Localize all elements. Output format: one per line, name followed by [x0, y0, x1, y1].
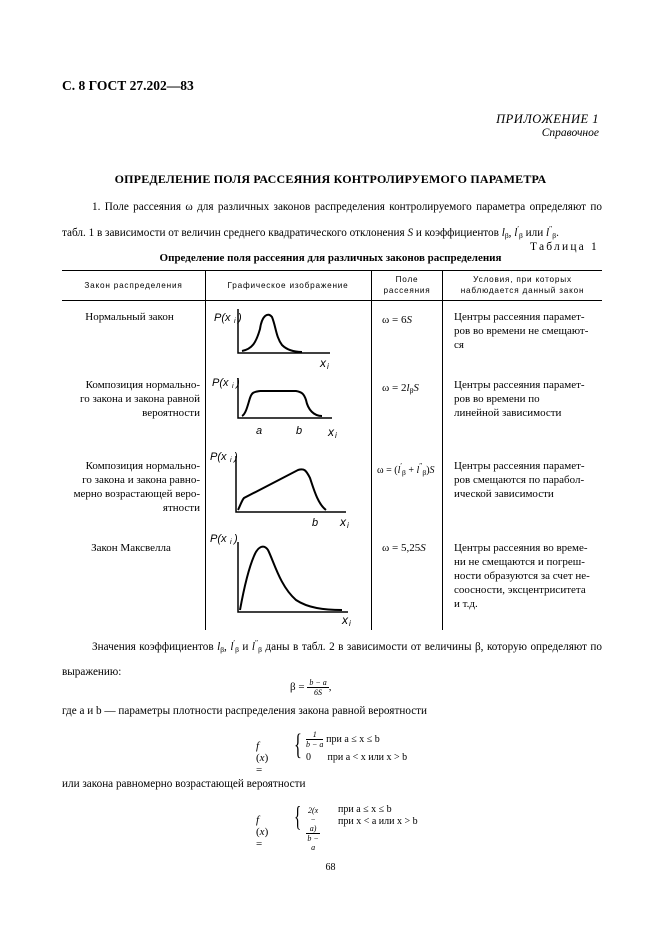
graph-maxwell — [208, 530, 370, 630]
b-label: b — [296, 425, 303, 437]
svg-text:): ) — [234, 451, 238, 463]
svg-text:i: i — [234, 318, 236, 325]
row3-conditions: Центры рассеяния парамет- ров смещаются по парабол- ической зависимости — [454, 460, 585, 500]
after-text-2: и — [242, 641, 249, 653]
beta-fraction — [307, 678, 328, 697]
row2-conditions: Центры рассеяния парамет- ров во времени по линейной зависимости — [454, 379, 585, 419]
after-text-1: Значения коэффициентов — [92, 641, 214, 653]
svg-text:b: b — [312, 517, 319, 529]
svg-text:i: i — [349, 619, 351, 628]
row1-conditions: Центры рассеяния парамет- ров во времени не смещают- ся — [454, 311, 589, 351]
a-label: a — [256, 425, 263, 437]
beta-lhs: β = — [290, 681, 305, 694]
svg-text:): ) — [234, 533, 238, 545]
beta-formula — [290, 678, 331, 697]
graph-uniform-composition — [210, 368, 370, 443]
f1-num: 1 — [306, 730, 323, 740]
appendix-type: Справочное — [541, 127, 599, 139]
f2-num: 2(x − a) — [308, 806, 319, 833]
beta-denominator: 6S — [314, 688, 323, 697]
f2-cond2: при x < a или x > b — [338, 816, 418, 827]
graph-normal — [210, 303, 370, 373]
svg-text:i: i — [347, 521, 349, 530]
f1-den: b − a — [306, 740, 324, 749]
svg-text:P(x: P(x — [210, 533, 227, 545]
row3-law: Композиция нормально- го закона и закона равно- мерно возрастающей веро- ятности — [73, 460, 200, 514]
col-header-field: Поле рассеяния — [383, 275, 431, 295]
page-header: С. 8 ГОСТ 27.202—83 — [62, 78, 194, 93]
row2-field: $\omega = 2l_\beta S$ — [382, 382, 419, 395]
col-header-law: Закон распределения — [84, 281, 183, 290]
row1-field: ω = 6S — [382, 314, 412, 326]
intro-text-1: 1. Поле рассеяния ω для различных законов распределения контролируемого параметра определяют по табл. 1 в зависимости от величин среднего квадратического отклонения — [62, 201, 602, 239]
table-col-divider-2b — [371, 300, 372, 630]
row3-field: $\omega = (l'_\beta + l''_\beta)S$ — [377, 461, 435, 477]
svg-text:i: i — [335, 431, 337, 440]
page-number: 68 — [325, 862, 336, 873]
intro-text-2: и коэффициентов — [415, 227, 499, 239]
table-col-divider-2 — [371, 270, 372, 300]
table-number: Таблица 1 — [530, 241, 599, 253]
svg-text:x: x — [340, 515, 346, 529]
sep-or: или — [525, 227, 544, 239]
beta-numerator: b − a — [309, 678, 327, 687]
appendix-label — [496, 112, 599, 140]
f2-den: b − a — [307, 834, 319, 852]
f1-zero: 0 — [306, 752, 311, 763]
coef-sub: β — [504, 231, 509, 240]
intro-paragraph: 1. Поле рассеяния ω для различных законов распределения контролируемого параметра определяют по табл. 1 в зависимости от величин среднего квадратического отклонения S и коэффициентов $l_\beta$, $l'_\beta$ или $l''_\beta$. — [62, 201, 602, 240]
col-header-graph: Графическое изображение — [227, 281, 349, 290]
table-top-border — [62, 270, 602, 271]
svg-text:i: i — [230, 457, 232, 464]
row4-law: Закон Максвелла — [91, 542, 171, 554]
coefficients-paragraph: Значения коэффициентов $l_\beta$, $l'_\beta$ и $l''_\beta$ даны в табл. 2 в зависимости от величины β, которую определяют по выражению: — [62, 638, 603, 678]
svg-text:i: i — [327, 362, 329, 371]
sep-comma: , — [508, 227, 512, 239]
f2-cond1: при a ≤ x ≤ b — [338, 804, 392, 815]
x-axis-label: x — [320, 356, 326, 370]
after-text-3: даны в табл. 2 в зависимости от величины β, которую определяют по выражению: — [62, 641, 603, 678]
table-col-divider-3 — [442, 270, 443, 630]
svg-text:i: i — [230, 539, 232, 546]
coef-l: l — [501, 227, 505, 239]
table-col-divider-1b — [205, 300, 206, 630]
svg-text:i: i — [232, 383, 234, 390]
svg-text:x: x — [328, 425, 334, 439]
table-title: Определение поля рассеяния для различных законов распределения — [159, 252, 502, 264]
increasing-text: или закона равномерно возрастающей вероятности — [62, 778, 306, 790]
svg-text:): ) — [238, 312, 242, 324]
symbol-s: S — [407, 227, 414, 239]
svg-text:x: x — [342, 613, 348, 627]
svg-text:P(x: P(x — [212, 377, 229, 389]
intro-end: . — [556, 227, 559, 239]
svg-text:): ) — [236, 377, 240, 389]
section-title: ОПРЕДЕЛЕНИЕ ПОЛЯ РАССЕЯНИЯ КОНТРОЛИРУЕМОГО ПАРАМЕТРА — [114, 172, 547, 186]
svg-text:P(x: P(x — [210, 451, 227, 463]
col-header-conditions: Условия, при которых наблюдается данный закон — [460, 275, 585, 295]
row4-conditions: Центры рассеяния во време- ни не смещаются и погреш- ности образуются за счет не- соосности, эксцентриситета и т.д. — [454, 542, 590, 610]
graph-linear-composition — [208, 444, 370, 534]
appendix-number: ПРИЛОЖЕНИЕ 1 — [496, 112, 599, 126]
row4-field: ω = 5,25S — [382, 542, 426, 554]
beta-end: , — [328, 681, 332, 694]
f1-cond1: при a ≤ x ≤ b — [326, 734, 380, 746]
params-text: где a и b — параметры плотности распределения закона равной вероятности — [62, 705, 428, 717]
y-axis-label: P(x — [214, 312, 231, 324]
row1-law: Нормальный закон — [85, 311, 174, 323]
f1-cond2: при a < x или x > b — [327, 752, 408, 763]
table-header-border — [62, 300, 602, 301]
row2-law: Композиция нормально- го закона и закона равной вероятности — [79, 379, 200, 419]
